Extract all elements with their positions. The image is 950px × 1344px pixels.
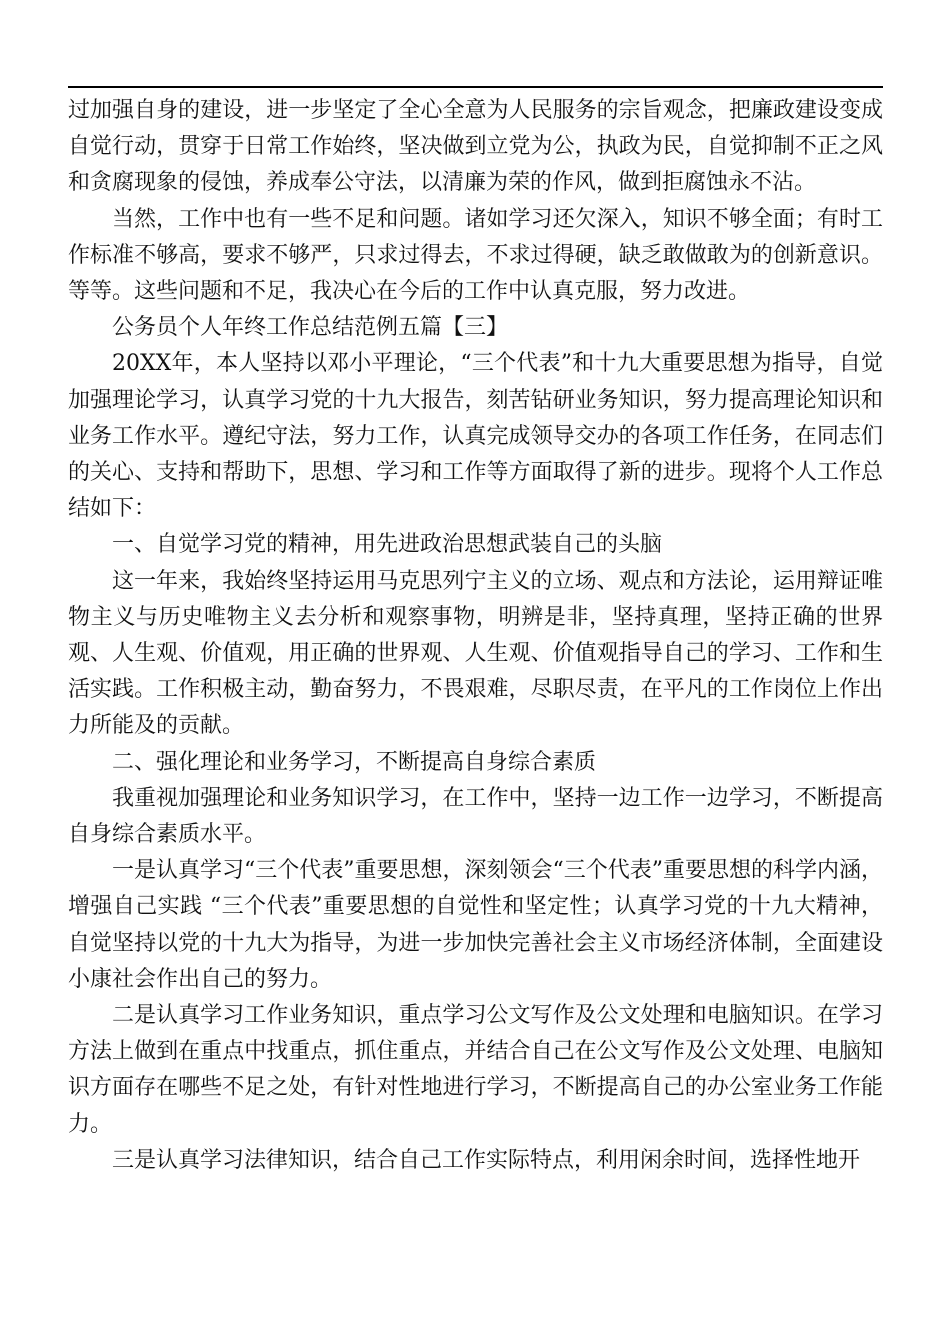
paragraph-2: 当然，工作中也有一些不足和问题。诸如学习还欠深入，知识不够全面；有时工作标准不够高，要求不够严，只求过得去，不求过得硬，缺乏敢做敢为的创新意识。等等。这些问题和不足，我决心在今后的工作中认真克服，努力改进。 [68,206,883,305]
document-body [68,93,883,1179]
paragraph-10: 二是认真学习工作业务知识，重点学习公文写作及公文处理和电脑知识。在学习方法上做到在重点中找重点，抓住重点，并结合自己在公文写作及公文处理、电脑知识方面存在哪些不足之处，有针对性地进行学习，不断提高自己的办公室业务工作能力。 [68,1003,883,1137]
paragraph-11: 三是认真学习法律知识，结合自己工作实际特点，利用闲余时间，选择性地开 [112,1147,861,1173]
paragraph-1: 过加强自身的建设，进一步坚定了全心全意为人民服务的宗旨观念，把廉政建设变成自觉行动，贯穿于日常工作始终，坚决做到立党为公，执政为民，自觉抑制不正之风和贪腐现象的侵蚀，养成奉公守法，以清廉为荣的作风，做到拒腐蚀永不沾。 [68,98,883,196]
subheading-1: 一、自觉学习党的精神，用先进政治思想武装自己的头脑 [112,532,663,558]
header-rule [68,86,883,88]
paragraph-8: 我重视加强理论和业务知识学习，在工作中，坚持一边工作一边学习，不断提高自身综合素质水平。 [68,785,883,848]
paragraph-4: 20XX年，本人坚持以邓小平理论，“三个代表”和十九大重要思想为指导，自觉加强理论学习，认真学习党的十九大报告，刻苦钻研业务知识，努力提高理论知识和业务工作水平。遵纪守法，努力工作，认真完成领导交办的各项工作任务，在同志们的关心、支持和帮助下，思想、学习和工作等方面取得了新的进步。现将个人工作总结如下： [68,351,883,522]
paragraph-6: 这一年来，我始终坚持运用马克思列宁主义的立场、观点和方法论，运用辩证唯物主义与历史唯物主义去分析和观察事物，明辨是非，坚持真理，坚持正确的世界观、人生观、价值观，用正确的世界观、人生观、价值观指导自己的学习、工作和生活实践。工作积极主动，勤奋努力，不畏艰难，尽职尽责，在平凡的工作岗位上作出力所能及的贡献。 [68,568,883,739]
section-heading-3: 公务员个人年终工作总结范例五篇【三】 [112,315,509,341]
paragraph-9: 一是认真学习“三个代表”重要思想，深刻领会“三个代表”重要思想的科学内涵，增强自己实践 “三个代表”重要思想的自觉性和坚定性；认真学习党的十九大精神，自觉坚持以党的十九大为指导，为进一步加快完善社会主义市场经济体制，全面建设小康社会作出自己的努力。 [68,858,883,992]
subheading-2: 二、强化理论和业务学习，不断提高自身综合素质 [112,749,597,775]
